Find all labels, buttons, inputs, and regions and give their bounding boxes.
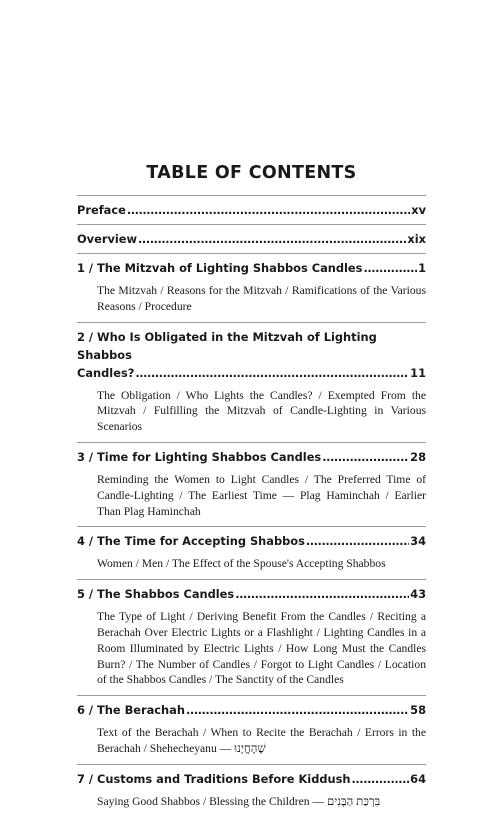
- dot-leader: [135, 364, 409, 382]
- dot-leader: [363, 259, 417, 277]
- toc-entry-line: [77, 701, 426, 719]
- toc-entry-line: [77, 259, 426, 277]
- toc-entry-title: Overview: [77, 232, 138, 246]
- toc-entry-title: 5 / The Shabbos Candles: [77, 587, 235, 602]
- toc-entry-heading: [77, 532, 426, 550]
- dot-leader: [235, 585, 409, 603]
- toc-entry-topics: Saying Good Shabbos / Blessing the Children — בִּרְכַּת הַבָּנִים: [97, 794, 381, 808]
- toc-entry-page-number: 11: [410, 365, 426, 380]
- toc-entry-line: [77, 230, 426, 248]
- toc-entry-title: 4 / The Time for Accepting Shabbos: [77, 534, 305, 549]
- dot-leader: [352, 770, 410, 788]
- dot-leader: [322, 448, 409, 466]
- toc-entry-title: 7 / Customs and Traditions Before Kiddush: [77, 771, 351, 786]
- toc-entry-page-number: xv: [411, 203, 426, 217]
- dot-leader: [306, 532, 409, 550]
- toc-entry-page-number: 58: [410, 703, 426, 718]
- toc-entry: [77, 696, 426, 764]
- toc-entry: [77, 254, 426, 322]
- toc-entry-heading: [77, 328, 426, 382]
- toc-entry-topics: The Type of Light / Deriving Benefit From the Candles / Reciting a Berachah Over Electric Lights or a Flashlight / Lighting Candles in a Room Illuminated by Electric Lights / How Long Must the Candles Burn? / The Number of Candles / Forgot to Light Candles / Location of the Shabbos Candles / The Sanctity of the Candles: [97, 610, 426, 687]
- toc-entry-page-number: 34: [410, 534, 426, 549]
- toc-entry-title: Candles?: [77, 365, 135, 380]
- dot-leader: [127, 201, 410, 219]
- toc-list: [77, 196, 426, 817]
- toc-entry: [77, 196, 426, 224]
- toc-entry-page-number: 43: [410, 587, 426, 602]
- toc-entry: [77, 443, 426, 526]
- toc-entry-line: [77, 532, 426, 550]
- toc-entry-heading: [77, 201, 426, 219]
- dot-leader: [186, 701, 409, 719]
- toc-entry-topics: Women / Men / The Effect of the Spouse's Accepting Shabbos: [97, 557, 386, 571]
- toc-entry-heading: [77, 585, 426, 603]
- toc-entry-topics: Text of the Berachah / When to Recite the Berachah / Errors in the Berachah / Shehecheyanu — שֶׁהֶחֱיָנוּ: [97, 726, 426, 755]
- toc-entry-title: 1 / The Mitzvah of Lighting Shabbos Candles: [77, 261, 363, 275]
- toc-entry-heading: [77, 770, 426, 788]
- toc-entry-topics: The Obligation / Who Lights the Candles? / Exempted From the Mitzvah / Fulfilling the Mitzvah of Candle-Lighting in Various Scenarios: [97, 388, 426, 434]
- toc-entry-topics: The Mitzvah / Reasons for the Mitzvah / Ramifications of the Various Reasons / Procedure: [97, 284, 426, 313]
- toc-entry-page-number: 28: [410, 449, 426, 464]
- toc-entry-title: 3 / Time for Lighting Shabbos Candles: [77, 449, 322, 464]
- page-title: TABLE OF CONTENTS: [146, 163, 357, 183]
- toc-entry-heading: [77, 448, 426, 466]
- toc-entry-heading: [77, 259, 426, 277]
- toc-entry-line: [77, 770, 426, 788]
- toc-entry-page-number: xix: [407, 232, 426, 246]
- toc-entry: [77, 580, 426, 695]
- toc-entry-line: [77, 201, 426, 219]
- toc-entry-page-number: 64: [410, 771, 426, 786]
- toc-entry: [77, 527, 426, 579]
- toc-entry: [77, 765, 426, 817]
- toc-entry-line: [77, 364, 426, 382]
- toc-entry-page-number: 1: [418, 261, 426, 275]
- dot-leader: [138, 230, 406, 248]
- toc-entry: [77, 323, 426, 442]
- toc-entry: [77, 225, 426, 253]
- toc-entry-title: 6 / The Berachah: [77, 703, 185, 718]
- toc-entry-title: Preface: [77, 203, 126, 217]
- toc-entry-line: [77, 448, 426, 466]
- toc-entry-heading: [77, 701, 426, 719]
- toc-entry-line: [77, 585, 426, 603]
- table-of-contents: [77, 160, 426, 817]
- toc-entry-heading: [77, 230, 426, 248]
- toc-entry-topics: Reminding the Women to Light Candles / The Preferred Time of Candle-Lighting / The Earliest Time — Plag Haminchah / Earlier Than Plag Haminchah: [97, 472, 426, 518]
- toc-entry-title-line: 2 / Who Is Obligated in the Mitzvah of Lighting Shabbos: [77, 329, 377, 362]
